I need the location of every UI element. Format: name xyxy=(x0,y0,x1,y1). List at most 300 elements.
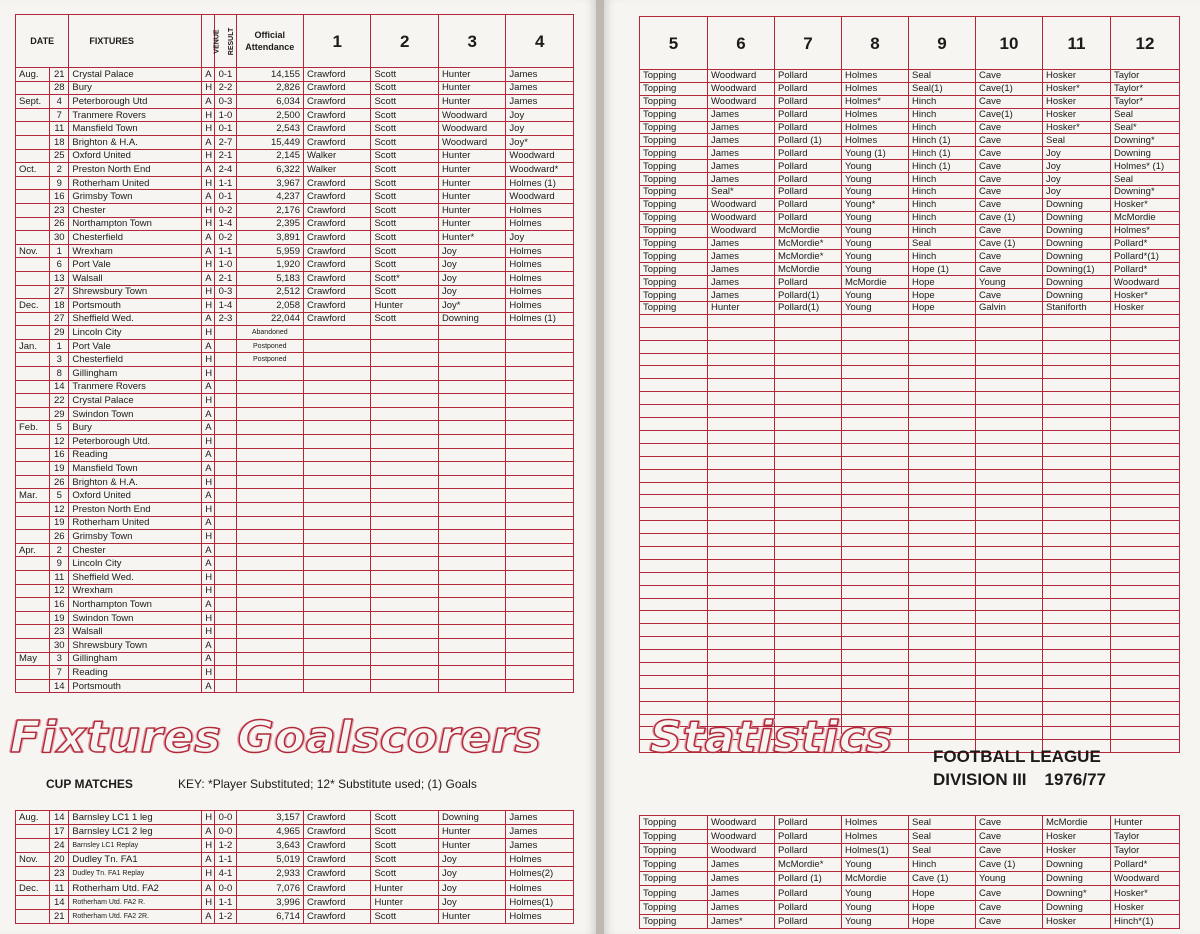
player-2-cell: Scott xyxy=(371,81,438,95)
month-cell xyxy=(16,867,50,881)
month-cell xyxy=(16,839,50,853)
empty-cell xyxy=(775,650,842,663)
empty-cell xyxy=(708,314,775,327)
player-12-cell: Pollard* xyxy=(1111,858,1180,872)
player-2-cell xyxy=(371,638,438,652)
venue-cell: A xyxy=(202,638,215,652)
player-2-cell xyxy=(371,462,438,476)
opponent-cell: Rotherham Utd. FA2 xyxy=(69,881,202,895)
opponent-cell: Tranmere Rovers xyxy=(69,380,202,394)
empty-cell xyxy=(1043,701,1111,714)
opponent-cell: Portsmouth xyxy=(69,299,202,313)
empty-cell xyxy=(1111,688,1180,701)
player-1-cell xyxy=(304,543,371,557)
empty-cell xyxy=(1111,559,1180,572)
player-3-cell: Woodward xyxy=(438,108,505,122)
player-2-cell: Scott xyxy=(371,176,438,190)
player-9-cell: Hinch xyxy=(909,858,976,872)
month-cell xyxy=(16,448,50,462)
player-3-cell xyxy=(438,421,505,435)
opponent-cell: Shrewsbury Town xyxy=(69,638,202,652)
venue-cell: A xyxy=(202,825,215,839)
venue-cell: A xyxy=(202,421,215,435)
player-4-cell xyxy=(506,543,574,557)
empty-cell xyxy=(775,546,842,559)
header-col-5: 5 xyxy=(640,17,708,70)
player-7-cell: Pollard xyxy=(775,914,842,928)
day-cell: 21 xyxy=(50,68,69,82)
league-line-2: DIVISION III 1976/77 xyxy=(933,770,1106,789)
result-cell xyxy=(215,367,236,381)
player-6-cell: Woodward xyxy=(708,82,775,95)
empty-cell xyxy=(842,405,909,418)
player-8-cell: Holmes xyxy=(842,70,909,83)
empty-cell xyxy=(1111,714,1180,727)
month-cell xyxy=(16,108,50,122)
month-cell: Jan. xyxy=(16,339,50,353)
player-3-cell xyxy=(438,611,505,625)
player-5-cell: Topping xyxy=(640,70,708,83)
month-cell xyxy=(16,312,50,326)
empty-cell xyxy=(909,469,976,482)
player-1-cell: Crawford xyxy=(304,95,371,109)
empty-cell xyxy=(976,405,1043,418)
attendance-cell: 2,058 xyxy=(236,299,303,313)
venue-cell: A xyxy=(202,489,215,503)
fixture-row xyxy=(16,625,574,639)
player-5-cell: Topping xyxy=(640,211,708,224)
opponent-cell: Walsall xyxy=(69,271,202,285)
player-1-cell xyxy=(304,638,371,652)
result-cell xyxy=(215,679,236,693)
statistics-row xyxy=(640,160,1180,173)
player-1-cell xyxy=(304,530,371,544)
opponent-cell: Reading xyxy=(69,666,202,680)
empty-row xyxy=(640,611,1180,624)
empty-cell xyxy=(640,534,708,547)
empty-cell xyxy=(1043,327,1111,340)
opponent-cell: Chester xyxy=(69,543,202,557)
empty-cell xyxy=(909,314,976,327)
player-10-cell: Cave (1) xyxy=(976,211,1043,224)
attendance-cell xyxy=(236,407,303,421)
month-cell xyxy=(16,231,50,245)
player-3-cell: Hunter xyxy=(438,95,505,109)
statistics-row xyxy=(640,237,1180,250)
player-4-cell xyxy=(506,367,574,381)
venue-cell: A xyxy=(202,652,215,666)
player-3-cell xyxy=(438,543,505,557)
empty-cell xyxy=(775,598,842,611)
player-6-cell: James xyxy=(708,160,775,173)
empty-cell xyxy=(708,456,775,469)
empty-cell xyxy=(909,675,976,688)
empty-cell xyxy=(1043,405,1111,418)
statistics-row xyxy=(640,211,1180,224)
player-3-cell xyxy=(438,489,505,503)
player-4-cell: Holmes xyxy=(506,285,574,299)
empty-cell xyxy=(775,340,842,353)
month-cell xyxy=(16,380,50,394)
fixture-row xyxy=(16,584,574,598)
attendance-cell: 5,183 xyxy=(236,271,303,285)
result-cell: 0-1 xyxy=(215,190,236,204)
player-4-cell: Woodward* xyxy=(506,163,574,177)
player-11-cell: Downing xyxy=(1043,250,1111,263)
player-10-cell: Cave xyxy=(976,900,1043,914)
month-cell xyxy=(16,611,50,625)
day-cell: 14 xyxy=(50,380,69,394)
empty-cell xyxy=(909,340,976,353)
opponent-cell: Rotherham United xyxy=(69,176,202,190)
empty-cell xyxy=(708,559,775,572)
attendance-cell: 14,155 xyxy=(236,68,303,82)
month-cell: Aug. xyxy=(16,68,50,82)
empty-cell xyxy=(640,314,708,327)
player-12-cell: Woodward xyxy=(1111,872,1180,886)
player-10-cell: Young xyxy=(976,276,1043,289)
fixtures-table xyxy=(15,14,574,693)
header-attendance: Official Attendance xyxy=(236,15,303,68)
fixture-row xyxy=(16,435,574,449)
player-1-cell: Crawford xyxy=(304,867,371,881)
empty-cell xyxy=(1043,650,1111,663)
empty-cell xyxy=(976,430,1043,443)
player-9-cell: Hinch xyxy=(909,173,976,186)
empty-cell xyxy=(1043,675,1111,688)
attendance-cell: 2,500 xyxy=(236,108,303,122)
result-cell: 1-1 xyxy=(215,895,236,909)
result-cell: 2-1 xyxy=(215,149,236,163)
player-3-cell: Hunter xyxy=(438,217,505,231)
fixture-row xyxy=(16,394,574,408)
fixture-row xyxy=(16,407,574,421)
statistics-row xyxy=(640,224,1180,237)
day-cell: 29 xyxy=(50,407,69,421)
fixture-row xyxy=(16,380,574,394)
player-1-cell xyxy=(304,462,371,476)
player-5-cell: Topping xyxy=(640,82,708,95)
result-cell xyxy=(215,489,236,503)
day-cell: 29 xyxy=(50,326,69,340)
day-cell: 26 xyxy=(50,217,69,231)
player-3-cell: Hunter xyxy=(438,163,505,177)
venue-cell: H xyxy=(202,353,215,367)
player-1-cell xyxy=(304,598,371,612)
empty-cell xyxy=(909,482,976,495)
player-9-cell: Seal xyxy=(909,844,976,858)
venue-cell: A xyxy=(202,244,215,258)
empty-cell xyxy=(640,469,708,482)
empty-cell xyxy=(1043,546,1111,559)
player-3-cell: Joy xyxy=(438,271,505,285)
result-cell: 1-0 xyxy=(215,108,236,122)
month-cell xyxy=(16,530,50,544)
empty-cell xyxy=(640,546,708,559)
player-4-cell xyxy=(506,584,574,598)
key-text: KEY: *Player Substituted; 12* Substitute used; (1) Goals xyxy=(178,777,477,791)
attendance-cell xyxy=(236,679,303,693)
player-9-cell: Hinch xyxy=(909,121,976,134)
result-cell: 2-3 xyxy=(215,312,236,326)
player-10-cell: Cave xyxy=(976,160,1043,173)
venue-cell: H xyxy=(202,367,215,381)
player-8-cell: Young* xyxy=(842,198,909,211)
player-7-cell: Pollard xyxy=(775,173,842,186)
empty-cell xyxy=(775,559,842,572)
fixture-row xyxy=(16,122,574,136)
player-1-cell: Crawford xyxy=(304,190,371,204)
result-cell: 2-7 xyxy=(215,135,236,149)
empty-cell xyxy=(640,598,708,611)
opponent-cell: Peterborough Utd. xyxy=(69,435,202,449)
day-cell: 4 xyxy=(50,95,69,109)
month-cell xyxy=(16,285,50,299)
player-3-cell: Joy xyxy=(438,881,505,895)
attendance-cell xyxy=(236,598,303,612)
player-6-cell: Woodward xyxy=(708,211,775,224)
player-1-cell xyxy=(304,652,371,666)
empty-cell xyxy=(1111,482,1180,495)
attendance-cell xyxy=(236,666,303,680)
empty-cell xyxy=(708,495,775,508)
opponent-cell: Rotherham United xyxy=(69,516,202,530)
empty-cell xyxy=(708,521,775,534)
empty-cell xyxy=(842,572,909,585)
player-10-cell: Cave xyxy=(976,830,1043,844)
empty-cell xyxy=(640,366,708,379)
player-4-cell xyxy=(506,489,574,503)
empty-cell xyxy=(976,714,1043,727)
player-6-cell: Woodward xyxy=(708,198,775,211)
day-cell: 30 xyxy=(50,638,69,652)
empty-cell xyxy=(909,572,976,585)
fixture-row xyxy=(16,462,574,476)
month-cell: Apr. xyxy=(16,543,50,557)
attendance-cell: 5,959 xyxy=(236,244,303,258)
player-3-cell: Joy xyxy=(438,285,505,299)
player-12-cell: Taylor xyxy=(1111,830,1180,844)
player-7-cell: Pollard xyxy=(775,816,842,830)
opponent-cell: Oxford United xyxy=(69,489,202,503)
player-4-cell: Woodward xyxy=(506,149,574,163)
player-4-cell: James xyxy=(506,95,574,109)
player-11-cell: Downing xyxy=(1043,224,1111,237)
empty-cell xyxy=(976,534,1043,547)
day-cell: 19 xyxy=(50,611,69,625)
player-7-cell: Pollard(1) xyxy=(775,289,842,302)
player-9-cell: Hinch xyxy=(909,198,976,211)
opponent-cell: Barnsley LC1 1 leg xyxy=(69,811,202,825)
player-4-cell: Joy* xyxy=(506,135,574,149)
player-7-cell: Pollard xyxy=(775,70,842,83)
empty-cell xyxy=(640,521,708,534)
player-4-cell xyxy=(506,339,574,353)
empty-cell xyxy=(640,379,708,392)
empty-row xyxy=(640,624,1180,637)
player-4-cell xyxy=(506,570,574,584)
player-3-cell xyxy=(438,638,505,652)
month-cell xyxy=(16,135,50,149)
day-cell: 18 xyxy=(50,135,69,149)
result-cell: 2-1 xyxy=(215,271,236,285)
player-3-cell xyxy=(438,475,505,489)
player-12-cell: Hinch*(1) xyxy=(1111,914,1180,928)
player-1-cell: Crawford xyxy=(304,217,371,231)
opponent-cell: Gillingham xyxy=(69,652,202,666)
opponent-cell: Mansfield Town xyxy=(69,462,202,476)
player-9-cell: Hope xyxy=(909,276,976,289)
empty-cell xyxy=(1043,418,1111,431)
month-cell xyxy=(16,258,50,272)
season-label: 1976/77 xyxy=(1044,770,1106,789)
result-cell xyxy=(215,353,236,367)
venue-cell: A xyxy=(202,679,215,693)
player-1-cell xyxy=(304,326,371,340)
empty-cell xyxy=(842,521,909,534)
result-cell xyxy=(215,638,236,652)
empty-row xyxy=(640,572,1180,585)
day-cell: 12 xyxy=(50,584,69,598)
opponent-cell: Chesterfield xyxy=(69,231,202,245)
fixture-row xyxy=(16,543,574,557)
empty-cell xyxy=(708,418,775,431)
cup-match-row xyxy=(16,909,574,923)
month-cell xyxy=(16,190,50,204)
statistics-row xyxy=(640,289,1180,302)
empty-cell xyxy=(976,572,1043,585)
player-1-cell xyxy=(304,516,371,530)
player-5-cell: Topping xyxy=(640,263,708,276)
empty-row xyxy=(640,534,1180,547)
header-col-10: 10 xyxy=(976,17,1043,70)
fixture-row xyxy=(16,217,574,231)
player-10-cell: Cave xyxy=(976,95,1043,108)
player-3-cell xyxy=(438,394,505,408)
attendance-cell: 6,322 xyxy=(236,163,303,177)
day-cell: 3 xyxy=(50,353,69,367)
player-4-cell: James xyxy=(506,839,574,853)
empty-row xyxy=(640,521,1180,534)
player-11-cell: Downing xyxy=(1043,198,1111,211)
player-5-cell: Topping xyxy=(640,276,708,289)
fixtures-body xyxy=(16,68,574,693)
player-4-cell: Holmes (1) xyxy=(506,312,574,326)
empty-cell xyxy=(708,366,775,379)
player-2-cell: Scott xyxy=(371,825,438,839)
result-cell xyxy=(215,407,236,421)
empty-row xyxy=(640,327,1180,340)
player-1-cell xyxy=(304,475,371,489)
opponent-cell: Peterborough Utd xyxy=(69,95,202,109)
empty-cell xyxy=(640,688,708,701)
empty-cell xyxy=(842,456,909,469)
empty-cell xyxy=(909,688,976,701)
result-cell xyxy=(215,516,236,530)
player-11-cell: Downing(1) xyxy=(1043,263,1111,276)
player-5-cell: Topping xyxy=(640,844,708,858)
empty-cell xyxy=(909,353,976,366)
result-cell: 1-4 xyxy=(215,299,236,313)
fixture-row xyxy=(16,244,574,258)
result-cell: 0-1 xyxy=(215,68,236,82)
empty-cell xyxy=(1043,392,1111,405)
opponent-cell: Portsmouth xyxy=(69,679,202,693)
fixture-row xyxy=(16,258,574,272)
attendance-cell: 6,034 xyxy=(236,95,303,109)
day-cell: 19 xyxy=(50,462,69,476)
player-4-cell xyxy=(506,475,574,489)
result-cell: 0-0 xyxy=(215,825,236,839)
empty-cell xyxy=(775,456,842,469)
player-5-cell: Topping xyxy=(640,900,708,914)
day-cell: 19 xyxy=(50,516,69,530)
empty-row xyxy=(640,650,1180,663)
player-6-cell: James xyxy=(708,237,775,250)
result-cell xyxy=(215,557,236,571)
player-2-cell: Scott xyxy=(371,231,438,245)
empty-cell xyxy=(909,508,976,521)
opponent-cell: Brighton & H.A. xyxy=(69,135,202,149)
player-9-cell: Seal(1) xyxy=(909,82,976,95)
venue-cell: A xyxy=(202,190,215,204)
empty-cell xyxy=(1043,469,1111,482)
day-cell: 17 xyxy=(50,825,69,839)
empty-cell xyxy=(976,418,1043,431)
player-3-cell xyxy=(438,435,505,449)
player-1-cell: Crawford xyxy=(304,825,371,839)
day-cell: 18 xyxy=(50,299,69,313)
player-1-cell: Crawford xyxy=(304,108,371,122)
empty-cell xyxy=(976,340,1043,353)
player-1-cell xyxy=(304,435,371,449)
player-9-cell: Seal xyxy=(909,816,976,830)
empty-cell xyxy=(909,443,976,456)
player-5-cell: Topping xyxy=(640,237,708,250)
header-col-6: 6 xyxy=(708,17,775,70)
player-2-cell xyxy=(371,611,438,625)
player-1-cell xyxy=(304,380,371,394)
day-cell: 21 xyxy=(50,909,69,923)
player-5-cell: Topping xyxy=(640,816,708,830)
venue-cell: H xyxy=(202,570,215,584)
empty-cell xyxy=(775,585,842,598)
fixture-row xyxy=(16,312,574,326)
month-cell xyxy=(16,679,50,693)
empty-cell xyxy=(708,624,775,637)
day-cell: 11 xyxy=(50,570,69,584)
player-2-cell: Scott xyxy=(371,108,438,122)
page-gutter xyxy=(596,0,604,934)
player-6-cell: Hunter xyxy=(708,302,775,315)
day-cell: 9 xyxy=(50,557,69,571)
opponent-cell: Swindon Town xyxy=(69,407,202,421)
empty-cell xyxy=(708,443,775,456)
player-4-cell xyxy=(506,652,574,666)
player-5-cell: Topping xyxy=(640,224,708,237)
month-cell: Dec. xyxy=(16,299,50,313)
empty-cell xyxy=(1111,572,1180,585)
fixture-row xyxy=(16,516,574,530)
fixture-row xyxy=(16,81,574,95)
month-cell xyxy=(16,825,50,839)
opponent-cell: Northampton Town xyxy=(69,217,202,231)
day-cell: 7 xyxy=(50,666,69,680)
day-cell: 16 xyxy=(50,448,69,462)
empty-cell xyxy=(842,611,909,624)
empty-cell xyxy=(909,366,976,379)
player-6-cell: Woodward xyxy=(708,830,775,844)
